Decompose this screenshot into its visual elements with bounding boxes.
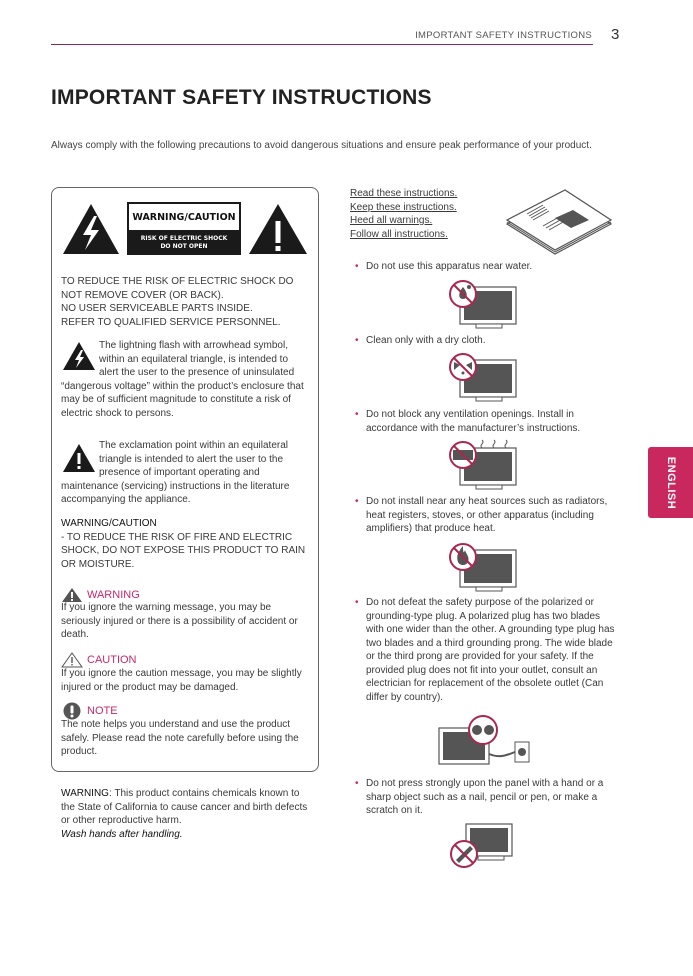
no-water-tv-icon [448, 277, 518, 331]
lightning-explanation: The lightning flash with arrowhead symbol, within an equilateral triangle, is intended to alert the user to the presence of uninsulated “dangerous voltage” within the product’s enclosure that may be of sufficient magnitude to constitute a risk of electric shock to persons. [61, 340, 304, 419]
instructions-links [350, 187, 490, 241]
no-heat-tv-icon [448, 540, 518, 594]
exclamation-explanation: The exclamation point within an equilateral triangle is intended to alert the user to the presence of important operating and maintenance (servicing) instructions in the literature accompanying the appliance. [61, 440, 290, 505]
read-instructions-link[interactable]: Read these instructions. [350, 188, 458, 199]
language-tab-label: ENGLISH [664, 456, 677, 509]
outline-caution-triangle-icon [61, 652, 83, 668]
intro-paragraph: Always comply with the following precautions to avoid dangerous situations and ensure peak performance of your product. [51, 140, 592, 151]
warning-legend-heading: WARNING [61, 587, 140, 603]
page-title: IMPORTANT SAFETY INSTRUCTIONS [51, 86, 432, 109]
lightning-triangle-icon [61, 202, 121, 256]
moisture-warning [61, 517, 307, 571]
bullet-heat: • Do not install near any heat sources such as radiators, heat registers, stoves, or other apparatus (including amplifiers) that produce heat. [355, 496, 608, 534]
polarized-plug-tv-icon [437, 712, 537, 768]
prop65-italic: Wash hands after handling. [61, 828, 183, 840]
note-legend-heading: NOTE [63, 702, 118, 720]
caution-legend-heading: CAUTION [61, 652, 137, 668]
warning-caution-title: WARNING/CAUTION [129, 204, 239, 230]
bullet-dot: • [355, 261, 359, 272]
note-legend-text: The note helps you understand and use the product safely. Please read the note carefully before using the product. [61, 719, 299, 757]
exclamation-triangle-icon [247, 202, 309, 256]
bullet-ventilation: • Do not block any ventilation openings. Install in accordance with the manufacturer’s instructions. [355, 409, 581, 434]
page-number: 3 [611, 26, 620, 43]
prop65-warning [61, 787, 311, 841]
header-rule [51, 44, 593, 45]
follow-instructions-link[interactable]: Follow all instructions. [350, 228, 448, 240]
warning-caution-label [127, 202, 241, 255]
bullet-plug: • Do not defeat the safety purpose of the polarized or grounding-type plug. A polarized plug has two blades with one wider than the other. A grounding type plug has two blades and a third grounding prong. The wide blade or the third prong are provided for your safety. If the provided plug does not fit into your outlet, consult an electrician for replacement of the obsolete outlet (Can differ by country). [355, 597, 615, 703]
no-spray-tv-icon [448, 350, 518, 404]
bullet-panel-press: • Do not press strongly upon the panel with a hand or a sharp object such as a nail, pencil or pen, or make a scratch on it. [355, 778, 604, 816]
moisture-warning-text: - TO REDUCE THE RISK OF FIRE AND ELECTRIC SHOCK, DO NOT EXPOSE THIS PRODUCT TO RAIN OR MOISTURE. [61, 531, 306, 570]
manual-book-icon [505, 188, 613, 256]
bullet-water: • Do not use this apparatus near water. [355, 261, 533, 272]
no-block-vent-tv-icon [448, 438, 518, 492]
heed-warnings-link[interactable]: Heed all warnings. [350, 215, 433, 226]
no-sharp-object-tv-icon [448, 822, 518, 872]
caution-legend-text: If you ignore the caution message, you may be slightly injured or the product may be damaged. [61, 668, 302, 693]
bullet-dry-cloth: • Clean only with a dry cloth. [355, 335, 486, 346]
prop65-bold: WARNING [61, 788, 109, 799]
shock-warning-text: TO REDUCE THE RISK OF ELECTRIC SHOCK DO NOT REMOVE COVER (OR BACK). NO USER SERVICEABLE PARTS INSIDE. REFER TO QUALIFIED SERVICE PERSONNEL. [61, 276, 294, 328]
keep-instructions-link[interactable]: Keep these instructions. [350, 201, 457, 213]
prop65-text: : This product contains chemicals known to the State of California to cause cancer and birth defects or other reproductive harm. [61, 788, 308, 826]
running-header-title: IMPORTANT SAFETY INSTRUCTIONS [415, 30, 592, 41]
risk-shock-text: RISK OF ELECTRIC SHOCK [140, 235, 228, 242]
language-tab[interactable] [648, 447, 693, 518]
warning-legend-text: If you ignore the warning message, you may be seriously injured or there is a possibility of accident or death. [61, 602, 298, 640]
moisture-warning-title: WARNING/CAUTION [61, 518, 157, 529]
do-not-open-text: DO NOT OPEN [160, 243, 208, 250]
